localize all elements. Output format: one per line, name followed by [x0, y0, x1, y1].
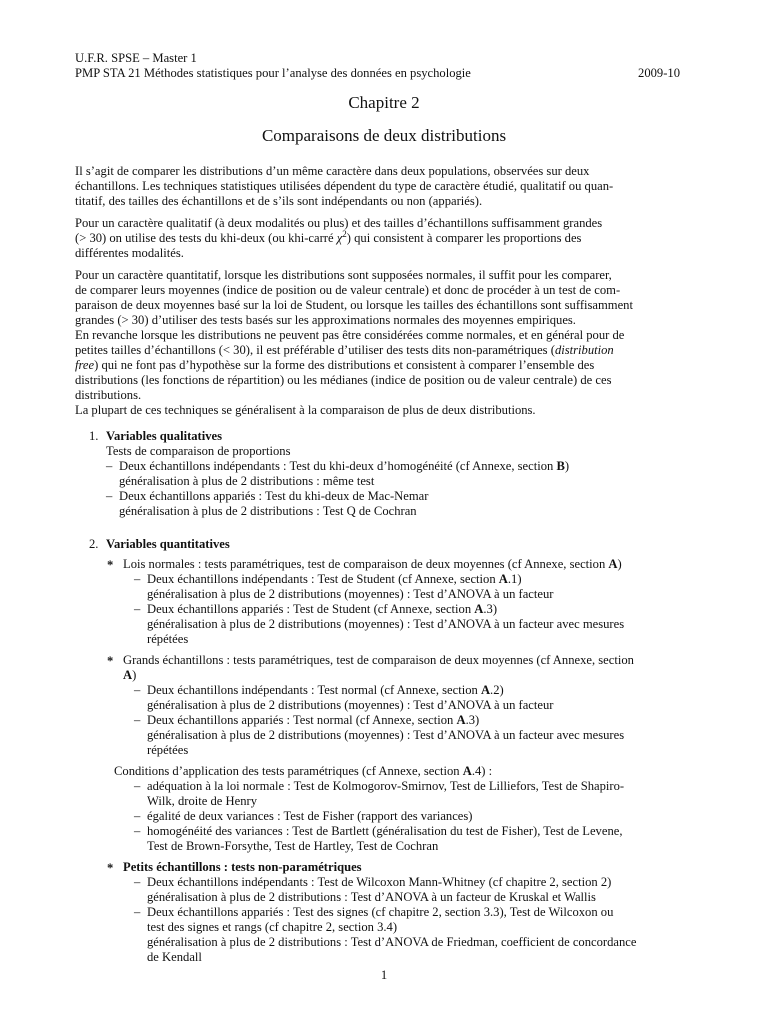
text-fragment: test des signes et rangs (cf chapitre 2, section 3.4): [147, 920, 398, 934]
bold-ref: A: [474, 602, 484, 616]
bold-ref: A: [498, 572, 508, 586]
bold-ref: A: [456, 713, 466, 727]
text-fragment: Deux échantillons appariés : Test des signes (cf chapitre 2, section 3.3), Test de Wilcoxon ou: [147, 905, 614, 919]
text-fragment: adéquation à la loi normale : Test de Kolmogorov-Smirnov, Test de Lilliefors, Test de Shapiro-: [147, 779, 625, 793]
quantitative-paragraph: [75, 268, 680, 418]
text-fragment: ) qui ne font pas d’hypothèse sur la forme des distributions et consistent à comparer l’ensemble des: [94, 358, 595, 372]
generalisation-line: répétées: [147, 632, 189, 646]
header-line-2: PMP STA 21 Méthodes statistiques pour l’analyse des données en psychologie: [75, 66, 471, 80]
section-quantitative: [75, 537, 680, 965]
header-line-1: U.F.R. SPSE – Master 1: [75, 51, 197, 65]
generalisation-line: de Kendall: [147, 950, 202, 964]
text-fragment: Deux échantillons indépendants : Test du khi-deux d’homogénéité (cf Annexe, section: [119, 459, 557, 473]
text-line: [75, 343, 680, 358]
list-item: [75, 809, 680, 824]
text-line: La plupart de ces techniques se généralisent à la comparaison de plus de deux distributions.: [75, 403, 536, 417]
text-line: Il s’agit de comparer les distributions d’un même caractère dans deux populations, observées sur deux: [75, 164, 590, 178]
list-item: [75, 824, 680, 854]
generalisation-line: généralisation à plus de 2 distributions : même test: [119, 474, 375, 488]
bold-ref: A: [480, 683, 491, 697]
text-fragment: Deux échantillons indépendants : Test de Student (cf Annexe, section: [147, 572, 499, 586]
text-fragment: ): [617, 557, 622, 571]
text-line: différentes modalités.: [75, 246, 184, 260]
running-header: [75, 51, 680, 81]
section-qualitative: [75, 429, 680, 519]
section-heading: [75, 429, 680, 444]
dash-marker: –: [134, 572, 141, 586]
text-line: [75, 358, 680, 373]
list-item: [75, 572, 680, 587]
text-fragment: Conditions d’application des tests paramétriques (cf Annexe, section: [114, 764, 463, 778]
dash-marker: –: [134, 875, 141, 889]
text-line: En revanche lorsque les distributions ne peuvent pas être considérées comme normales, et en général pour de: [75, 328, 625, 342]
list-item: [75, 713, 680, 728]
generalisation-line: généralisation à plus de 2 distributions (moyennes) : Test d’ANOVA à un facteur avec mesures: [147, 728, 625, 742]
text-fragment: ): [132, 668, 137, 682]
bold-ref: A: [608, 557, 618, 571]
italic-term: distribution: [554, 343, 614, 357]
bold-ref: B: [556, 459, 565, 473]
subsection-normal-laws: [75, 557, 680, 572]
subsection-large-samples: [75, 653, 680, 683]
page-number: 1: [380, 968, 388, 982]
dash-marker: –: [134, 905, 141, 919]
text-line: distributions.: [75, 388, 142, 402]
dash-marker: –: [134, 713, 141, 727]
bold-ref: A: [462, 764, 472, 778]
text-fragment: .1): [507, 572, 522, 586]
text-fragment: Test de Brown-Forsythe, Test de Hartley, Test de Cochran: [147, 839, 439, 853]
text-line: [75, 228, 680, 246]
text-fragment: Deux échantillons indépendants : Test normal (cf Annexe, section: [147, 683, 481, 697]
text-fragment: Wilk, droite de Henry: [147, 794, 258, 808]
section-number: 1.: [89, 429, 99, 443]
section-number: 2.: [89, 537, 99, 551]
text-fragment: Deux échantillons appariés : Test du khi-deux de Mac-Nemar: [119, 489, 429, 503]
generalisation-line: généralisation à plus de 2 distributions : Test d’ANOVA de Friedman, coefficient de concordance: [147, 935, 637, 949]
dash-marker: –: [134, 602, 141, 616]
text-fragment: .3): [483, 602, 498, 616]
section-heading: [75, 537, 680, 552]
text-fragment: (> 30) on utilise des tests du khi-deux (ou khi-carré: [75, 231, 337, 245]
text-line: Pour un caractère qualitatif (à deux modalités ou plus) et des tailles d’échantillons suffisamment grandes: [75, 216, 603, 230]
text-line: échantillons. Les techniques statistiques utilisées dépendent du type de caractère étudié, qualitatif ou quan-: [75, 179, 614, 193]
generalisation-line: généralisation à plus de 2 distributions : Test d’ANOVA à un facteur de Kruskal et Wallis: [147, 890, 596, 904]
intro-paragraph: [75, 164, 680, 209]
text-fragment: .4) :: [471, 764, 493, 778]
section-intro: Tests de comparaison de proportions: [106, 444, 291, 458]
text-fragment: .3): [465, 713, 480, 727]
text-fragment: .2): [490, 683, 504, 697]
header-year: 2009-10: [638, 66, 680, 80]
text-fragment: petites tailles d’échantillons (< 30), il est préférable d’utiliser des tests dits non-paramétriques (: [75, 343, 555, 357]
text-fragment: Deux échantillons appariés : Test normal (cf Annexe, section: [147, 713, 457, 727]
list-item: [75, 875, 680, 890]
list-item: [75, 683, 680, 698]
star-marker: *: [107, 861, 114, 875]
bold-ref: A: [123, 668, 133, 682]
qualitative-paragraph: [75, 216, 680, 261]
dash-marker: –: [106, 459, 113, 473]
text-fragment: égalité de deux variances : Test de Fisher (rapport des variances): [147, 809, 473, 823]
generalisation-line: généralisation à plus de 2 distributions : Test Q de Cochran: [119, 504, 417, 518]
chapter-label: Chapitre 2: [348, 93, 420, 112]
superscript: 2: [342, 228, 347, 239]
text-line: titatif, des tailles des échantillons et de s’ils sont indépendants ou non (appariés).: [75, 194, 483, 208]
subsection-small-samples: [75, 860, 680, 875]
text-fragment: Lois normales : tests paramétriques, test de comparaison de deux moyennes (cf Annexe, section: [123, 557, 609, 571]
text-fragment: Grands échantillons : tests paramétriques, test de comparaison de deux moyennes (cf Annexe, section: [123, 653, 634, 667]
page-body: [75, 164, 680, 965]
dash-marker: –: [134, 779, 141, 793]
generalisation-line: généralisation à plus de 2 distributions (moyennes) : Test d’ANOVA à un facteur: [147, 698, 554, 712]
text-fragment: Deux échantillons appariés : Test de Student (cf Annexe, section: [147, 602, 475, 616]
subsection-title: Petits échantillons : tests non-paramétriques: [123, 860, 362, 874]
text-fragment: homogénéité des variances : Test de Bartlett (généralisation du test de Fisher), Test de Levene,: [147, 824, 623, 838]
chi-symbol: χ: [336, 231, 343, 245]
text-fragment: ) qui consistent à comparer les proportions des: [346, 231, 582, 245]
generalisation-line: généralisation à plus de 2 distributions (moyennes) : Test d’ANOVA à un facteur: [147, 587, 554, 601]
generalisation-line: répétées: [147, 743, 189, 757]
text-line: distributions (les fonctions de répartition) ou les médianes (indice de position ou de valeur centrale) de ces: [75, 373, 612, 387]
star-marker: *: [107, 558, 114, 572]
list-item: [75, 489, 680, 504]
text-line: Pour un caractère quantitatif, lorsque les distributions sont supposées normales, il suffit pour les comparer,: [75, 268, 612, 282]
italic-term: free: [75, 358, 95, 372]
list-item: [75, 459, 680, 474]
conditions-heading: [75, 764, 680, 779]
chapter-title: Comparaisons de deux distributions: [261, 126, 507, 145]
star-marker: *: [107, 654, 114, 668]
text-fragment: ): [564, 459, 570, 473]
text-fragment: Deux échantillons indépendants : Test de Wilcoxon Mann-Whitney (cf chapitre 2, section 2): [147, 875, 612, 889]
list-item: [75, 905, 680, 935]
section-title: Variables qualitatives: [106, 429, 223, 443]
dash-marker: –: [106, 489, 113, 503]
dash-marker: –: [134, 683, 141, 697]
dash-marker: –: [134, 809, 141, 823]
dash-marker: –: [134, 824, 141, 838]
list-item: [75, 602, 680, 617]
text-line: paraison de deux moyennes basé sur la loi de Student, ou lorsque les tailles des échantillons sont suffisamment: [75, 298, 633, 312]
text-line: de comparer leurs moyennes (indice de position ou de valeur centrale) et donc de procéder à un test de com-: [75, 283, 621, 297]
section-title: Variables quantitatives: [106, 537, 230, 551]
text-line: grandes (> 30) d’utiliser des tests basés sur les approximations normales des moyennes empiriques.: [75, 313, 576, 327]
list-item: [75, 779, 680, 809]
generalisation-line: généralisation à plus de 2 distributions (moyennes) : Test d’ANOVA à un facteur avec mesures: [147, 617, 625, 631]
